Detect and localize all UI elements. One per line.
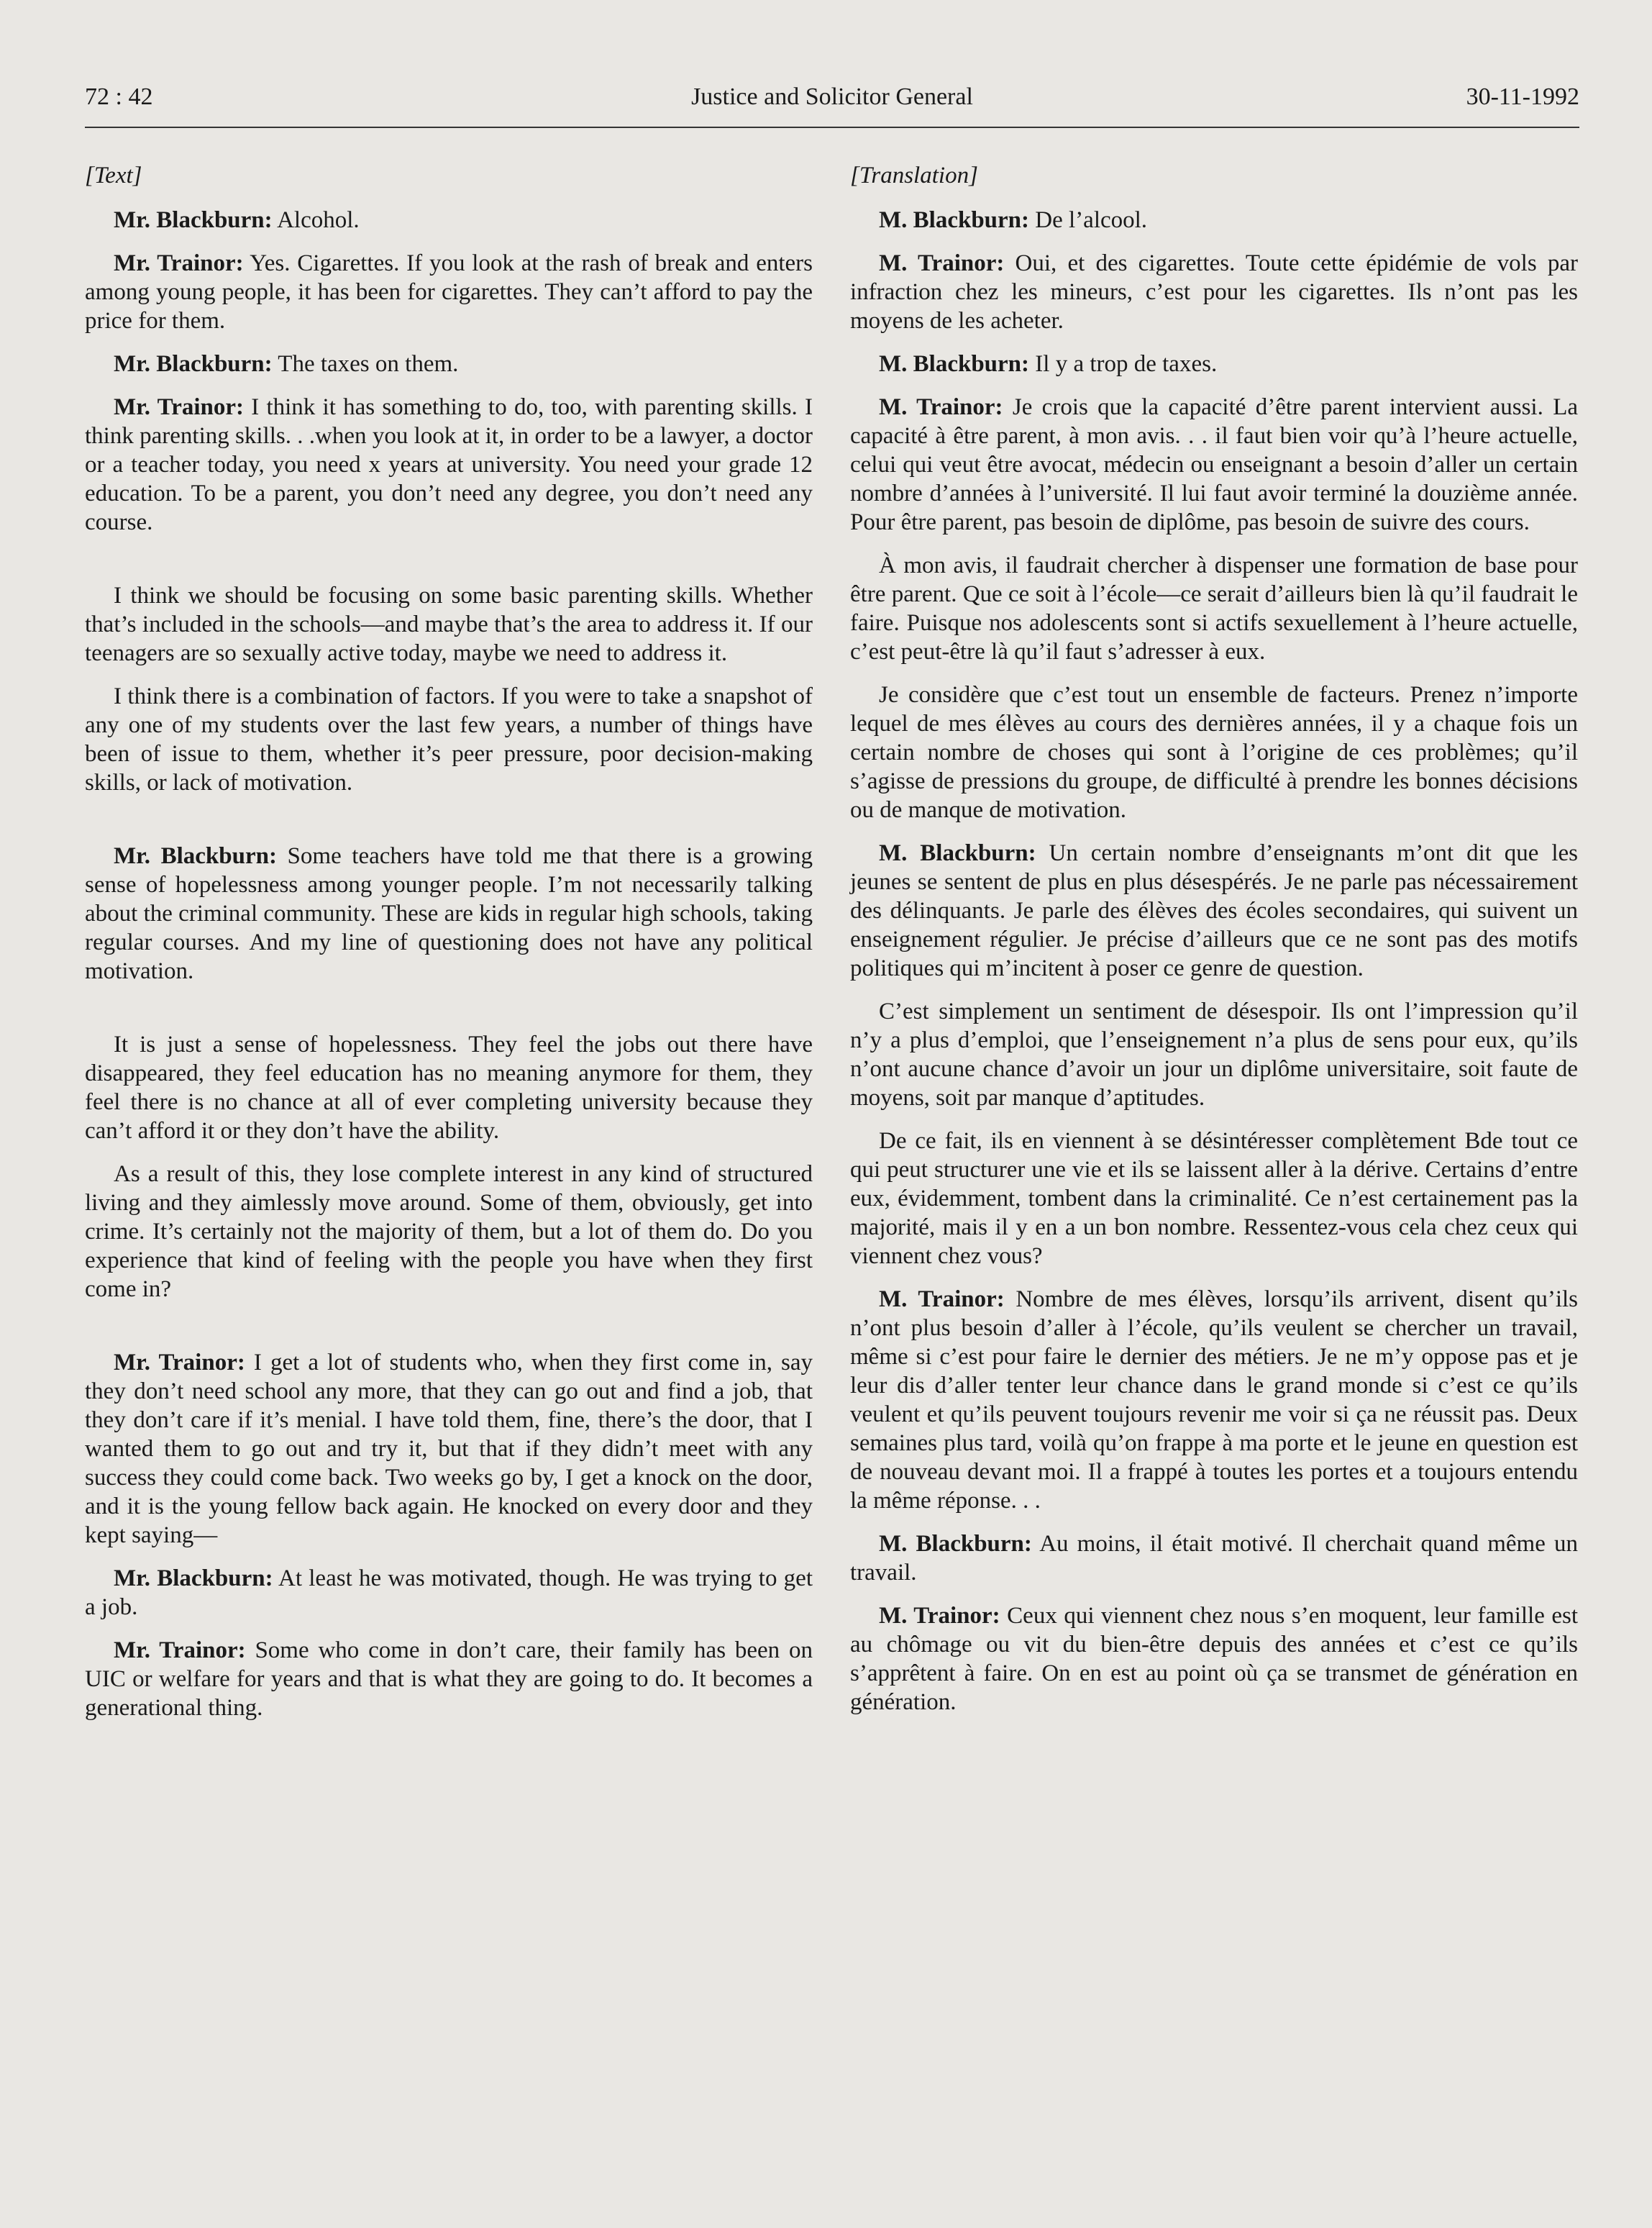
- paragraph: [850, 1529, 1578, 1587]
- speaker: M. Trainor:: [879, 394, 1003, 420]
- paragraph: [85, 350, 813, 378]
- english-column: [85, 161, 813, 1737]
- speaker: M. Blackburn:: [879, 207, 1030, 233]
- speaker: Mr. Blackburn:: [114, 1565, 273, 1591]
- speech-text: C’est simplement un sentiment de désespoir. Ils ont l’impression qu’il n’y a plus d’emploi, que l’enseignement n’a plus de sens pour eux, qu’ils n’ont aucune chance d’avoir un jour un diplôme universitaire, soit faute de moyens, soit par manque d’aptitudes.: [850, 999, 1578, 1111]
- speech-text: Au moins, il était motivé. Il cherchait quand même un travail.: [850, 1531, 1578, 1586]
- paragraph: [85, 1636, 813, 1722]
- speech-text: Il y a trop de taxes.: [1029, 351, 1218, 377]
- paragraph: [850, 551, 1578, 666]
- speech-text: Ceux qui viennent chez nous s’en moquent, leur famille est au chômage ou vit du bien-être depuis des années et c’est ce qu’ils s’apprêtent à faire. On en est au point où ça se transmet de génération en génération.: [850, 1603, 1579, 1715]
- speech-text: At least he was motivated, though. He was trying to get a job.: [85, 1565, 813, 1620]
- column-label-text: [Text]: [85, 163, 142, 188]
- column-label-translation: [Translation]: [850, 163, 978, 188]
- speaker: M. Blackburn:: [879, 840, 1036, 866]
- paragraph: [850, 350, 1578, 378]
- paragraph: [850, 206, 1578, 235]
- speaker: Mr. Blackburn:: [114, 351, 273, 377]
- speech-text: As a result of this, they lose complete interest in any kind of structured living and they aimlessly move around. Some of them, obviously, get into crime. It’s certainly not the majority of them, but a lot of them do. Do you experience that kind of feeling with the people you have when they first come in?: [85, 1161, 813, 1302]
- paragraph: [85, 1564, 813, 1622]
- paragraph: [85, 1160, 813, 1304]
- speaker: Mr. Trainor:: [114, 250, 244, 276]
- french-column: [850, 161, 1578, 1731]
- speech-text: It is just a sense of hopelessness. They feel the jobs out there have disappeared, they feel education has no meaning anymore for them, they feel there is no chance at all of ever completing university because they can’t afford it or they don’t have the ability.: [85, 1032, 813, 1144]
- running-title: Justice and Solicitor General: [691, 83, 973, 110]
- paragraph: [85, 249, 813, 335]
- speaker: M. Trainor:: [879, 1286, 1005, 1312]
- paragraph: [85, 206, 813, 235]
- speech-text: Some who come in don’t care, their family has been on UIC or welfare for years and that is what they are going to do. It becomes a generational thing.: [85, 1637, 813, 1721]
- speech-text: Oui, et des cigarettes. Toute cette épidémie de vols par infraction chez les mineurs, c’est pour les cigarettes. Ils n’ont pas les moyens de les acheter.: [850, 250, 1578, 334]
- paragraph: [85, 842, 813, 986]
- speaker: M. Blackburn:: [879, 351, 1030, 377]
- paragraph: [850, 1601, 1578, 1717]
- speech-text: I think there is a combination of factors. If you were to take a snapshot of any one of my students over the last few years, a number of things have been of issue to them, whether it’s peer pressure, poor decision-making skills, or lack of motivation.: [85, 683, 813, 796]
- paragraph: [85, 393, 813, 537]
- speech-text: Un certain nombre d’enseignants m’ont dit que les jeunes se sentent de plus en plus désespérés. Je ne parle pas nécessairement des délinquants. Je parle des élèves des écoles secondaires, qui suivent un enseignement régulier. Je précise d’ailleurs que ce ne sont pas des motifs politiques qui m’incitent à poser ce genre de question.: [850, 840, 1578, 981]
- speaker: M. Blackburn:: [879, 1531, 1032, 1557]
- paragraph: [850, 681, 1578, 824]
- speech-text: Some teachers have told me that there is a growing sense of hopelessness among younger people. I’m not necessarily talking about the criminal community. These are kids in regular high schools, taking regular courses. And my line of questioning does not have any political motivation.: [85, 843, 813, 984]
- paragraph: [850, 1285, 1578, 1515]
- paragraph: [850, 1127, 1578, 1270]
- speaker: Mr. Blackburn:: [114, 843, 277, 869]
- speech-text: I get a lot of students who, when they first come in, say they don’t need school any more, that they can go out and find a job, that they don’t care if it’s menial. I have told them, fine, there’s the door, that I wanted them to go out and try it, but that if they didn’t meet with any success they could come back. Two weeks go by, I get a knock on the door, and it is the young fellow back again. He knocked on every door and they kept saying—: [85, 1350, 813, 1548]
- speech-text: De ce fait, ils en viennent à se désintéresser complètement Bde tout ce qui peut structurer une vie et ils se laissent aller à la dérive. Certains d’entre eux, évidemment, tombent dans la criminalité. Ce n’est certainement pas la majorité, mais il y en a un bon nombre. Ressentez-vous cela chez ceux qui viennent chez vous?: [850, 1128, 1578, 1269]
- speech-text: Alcohol.: [272, 207, 360, 233]
- speech-text: Je considère que c’est tout un ensemble de facteurs. Prenez n’importe lequel de mes élèves au cours des dernières années, il y a chaque fois un certain nombre de choses qui sont à l’origine de ces problèmes; qu’il s’agisse de pressions du groupe, de difficulté à prendre les bonnes décisions ou de manque de motivation.: [850, 682, 1578, 823]
- paragraph: [850, 839, 1578, 983]
- paragraph: [85, 581, 813, 668]
- speech-text: À mon avis, il faudrait chercher à dispenser une formation de base pour être parent. Que ce soit à l’école—ce serait d’ailleurs bien là qu’il faudrait le faire. Puisque nos adolescents sont si actifs sexuellement à l’heure actuelle, c’est peut-être là qu’il faut s’adresser à eux.: [850, 553, 1578, 665]
- speaker: M. Trainor:: [879, 250, 1005, 276]
- paragraph: [85, 1030, 813, 1145]
- page-number: 72 : 42: [85, 83, 153, 110]
- speech-text: I think we should be focusing on some basic parenting skills. Whether that’s included in the schools—and maybe that’s the area to address it. If our teenagers are so sexually active today, maybe we need to address it.: [85, 583, 813, 666]
- speaker: Mr. Blackburn:: [114, 207, 273, 233]
- speech-text: De l’alcool.: [1029, 207, 1148, 233]
- speaker: M. Trainor:: [879, 1603, 1000, 1629]
- speech-text: Je crois que la capacité d’être parent intervient aussi. La capacité à être parent, à mon avis. . . il faut bien voir qu’à l’heure actuelle, celui qui veut être avocat, médecin ou enseignant a besoin d’aller un certain nombre d’années à l’université. Il lui faut avoir terminé la douzième année. Pour être parent, pas besoin de diplôme, pas besoin de suivre des cours.: [850, 394, 1578, 535]
- paragraph: [85, 1348, 813, 1550]
- speaker: Mr. Trainor:: [114, 1637, 246, 1663]
- speech-text: Yes. Cigarettes. If you look at the rash of break and enters among young people, it has been for cigarettes. They can’t afford to pay the price for them.: [85, 250, 813, 334]
- speech-text: Nombre de mes élèves, lorsqu’ils arrivent, disent qu’ils n’ont plus besoin d’aller à l’école, qu’ils veulent se chercher un travail, même si c’est pour faire le dernier des métiers. Je ne m’y oppose pas et je leur dis d’aller tenter leur chance dans le grand monde si c’est ce qu’ils veulent et qu’ils peuvent toujours revenir me voir si ça ne réussit pas. Deux semaines plus tard, voilà qu’on frappe à ma porte et le jeune en question est de nouveau devant moi. Il a frappé à toutes les portes et a toujours entendu la même réponse. . .: [850, 1286, 1578, 1514]
- paragraph: [850, 393, 1578, 537]
- paragraph: [850, 249, 1578, 335]
- speech-text: The taxes on them.: [272, 351, 459, 377]
- sitting-date: 30-11-1992: [1466, 83, 1579, 110]
- paragraph: [850, 997, 1578, 1112]
- speech-text: I think it has something to do, too, with parenting skills. I think parenting skills. . .when you look at it, in order to be a lawyer, a doctor or a teacher today, you need x years at university. You need your grade 12 education. To be a parent, you don’t need any degree, you don’t need any course.: [85, 394, 813, 535]
- paragraph: [85, 682, 813, 797]
- speaker: Mr. Trainor:: [114, 1350, 245, 1376]
- page-header: [85, 83, 1579, 128]
- speaker: Mr. Trainor:: [114, 394, 245, 420]
